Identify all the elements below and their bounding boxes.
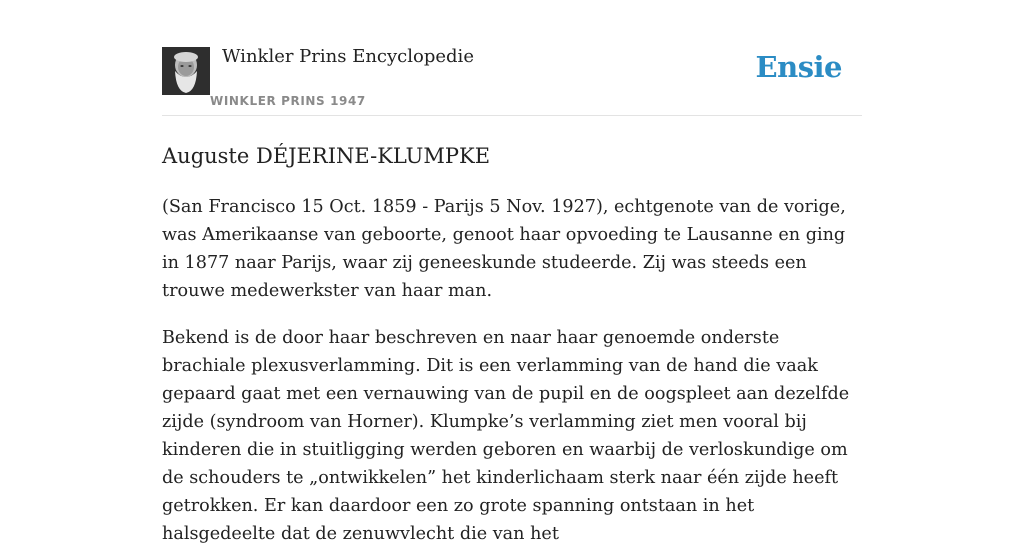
article-paragraph: (San Francisco 15 Oct. 1859 - Parijs 5 Nov. 1927), echtgenote van de vorige, was Amerikaanse van geboorte, genoot haar opvoeding te Lausanne en ging in 1877 naar Parijs, waar zij geneeskunde studeerde. Zij was steeds een trouwe medewerkster van haar man.: [162, 197, 846, 301]
content-column: [162, 0, 862, 548]
article-title: Auguste DÉJERINE-KLUMPKE: [162, 144, 491, 168]
header: [162, 0, 862, 116]
avatar[interactable]: [162, 47, 210, 95]
bearded-man-portrait-icon: [162, 47, 210, 95]
brand-logo[interactable]: Ensie: [755, 50, 842, 84]
article-paragraph: Bekend is de door haar beschreven en naar haar genoemde onderste brachiale plexusverlamming. Dit is een verlamming van de hand die vaak gepaard gaat met een vernauwing van de pupil en de oogspleet aan dezelfde zijde (syndroom van Horner). Klumpke’s verlamming ziet men vooral bij kinderen die in stuitligging werden geboren en waarbij de verloskundige om de schouders te „ontwikkelen” het kinderlichaam sterk naar één zijde heeft getrokken. Er kan daardoor een zo grote spanning ontstaan in het halsgedeelte dat de zenuwvlecht die van het: [162, 328, 850, 544]
source-subtitle: WINKLER PRINS 1947: [210, 94, 366, 108]
source-title[interactable]: Winkler Prins Encyclopedie: [222, 46, 474, 67]
